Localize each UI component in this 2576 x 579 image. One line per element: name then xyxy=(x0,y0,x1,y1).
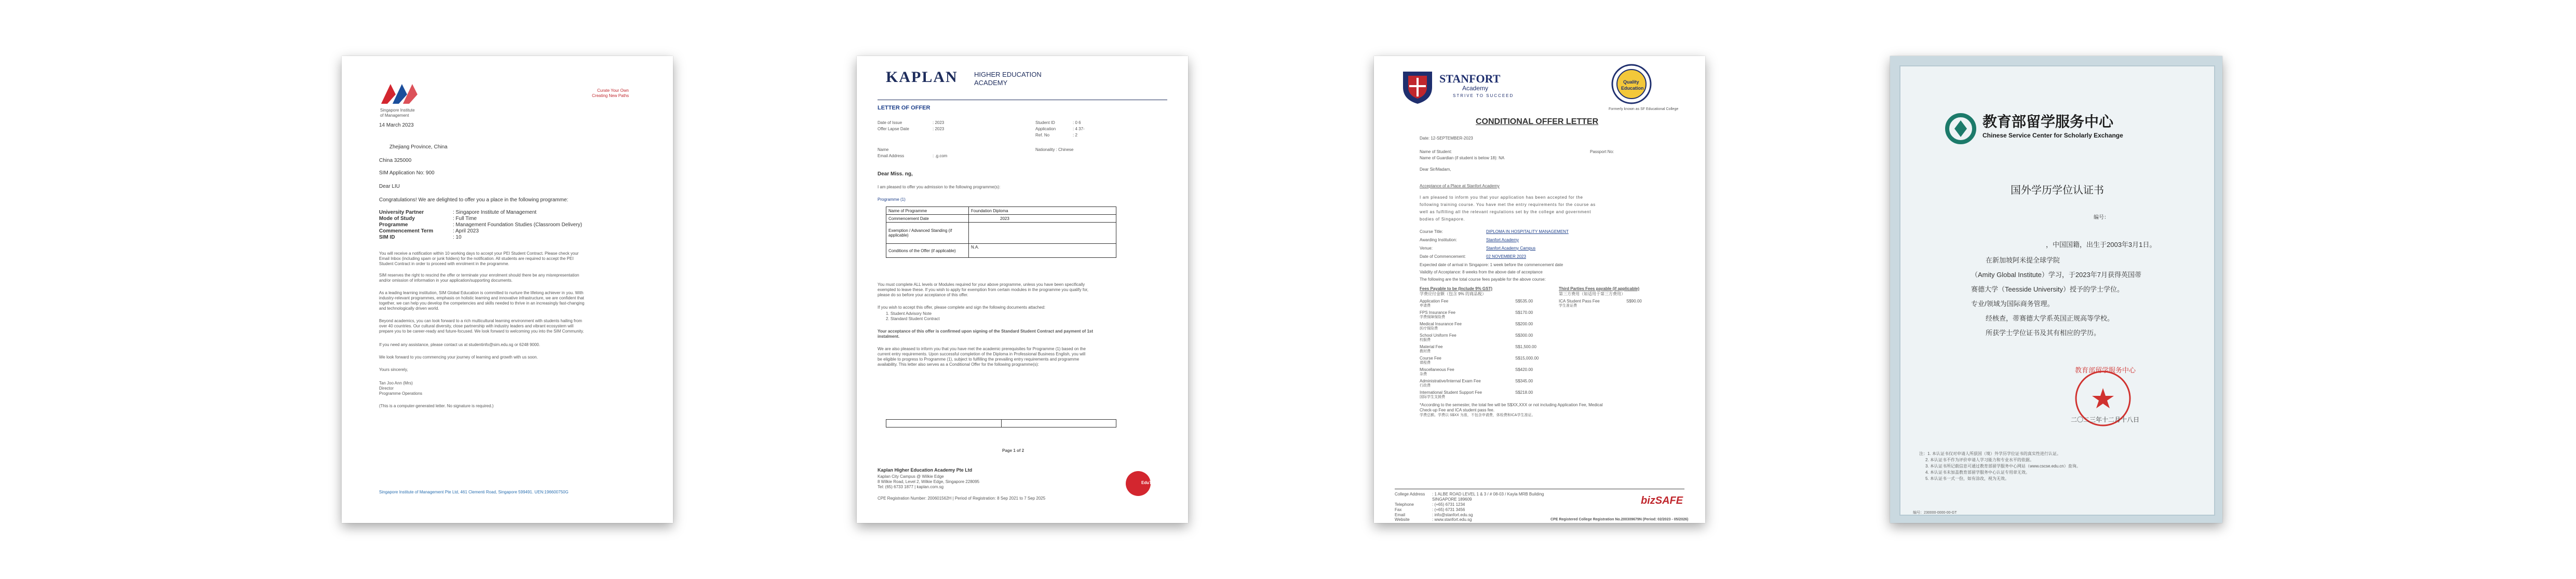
fee-value: S$1,500.00 xyxy=(1515,344,1536,349)
bizsafe-logo: bizSAFE xyxy=(1641,495,1683,506)
application-number: SIM Application No: 900 xyxy=(379,170,435,176)
paragraph-line: As a leading learning institution, SIM Global Education is committed to nurture the lifelong achiever in you. With xyxy=(379,291,584,295)
footer: Singapore Institute of Management Pte Ltd, 461 Clementi Road, Singapore 599491. UEN:196600750G xyxy=(379,490,569,494)
fee-label-zh: 国际学生支援费 xyxy=(1420,395,1445,399)
paragraph-line: If you wish to accept this offer, please complete and sign the following documents attached: xyxy=(878,305,1046,310)
org-name-cn: 教育部留学服务中心 xyxy=(1982,114,2114,130)
fee-label: FPS Insurance Fee xyxy=(1420,310,1455,315)
fee-label-zh: 学生准证费 xyxy=(1559,304,1577,308)
contact-value: : (+65) 6731 3456 xyxy=(1432,507,1465,512)
paragraph-line: instalment. xyxy=(878,334,900,339)
sim-logo-line2: of Management xyxy=(380,113,409,118)
paragraph-line: exempted to leave these. If you wish to apply for exemption from certain modules in the programme you qualify for, xyxy=(878,287,1088,292)
contact-label: Website xyxy=(1395,517,1410,522)
kaplan-offer-letter xyxy=(857,56,1188,523)
paragraph-line: bodies of Singapore. xyxy=(1420,217,1465,222)
stanfort-brand: STANFORT xyxy=(1439,72,1501,85)
closing: Yours sincerely, xyxy=(379,367,408,372)
fee-note: *According to the semester, the total fee will be S$XX,XXX or not including Application Fee, Medical xyxy=(1420,403,1603,407)
issue-date: 二〇二三年十二月十八日 xyxy=(2071,416,2140,423)
arrival-note: Expected date of arrival in Singapore: 1 week before the commencement date xyxy=(1420,263,1563,267)
kaplan-brand: KAPLAN xyxy=(886,68,958,86)
passport-no: Passport No: xyxy=(1590,149,1614,154)
fees-head-right-zh: 第三方费用（如适用于第三方费用） xyxy=(1559,292,1625,296)
paragraph-line: I am pleased to inform you that your application has been accepted for the xyxy=(1420,195,1583,200)
paragraph-line: We are also pleased to inform you that you have met the academic prerequisites for Programme (1) based on the xyxy=(878,347,1086,351)
fee-value: S$200.00 xyxy=(1515,322,1533,326)
course-label: Course Title: xyxy=(1420,229,1443,234)
contact-value: : info@stanfort.edu.sg xyxy=(1432,513,1473,517)
body-line: 赛德大学（Teesside University）授予的学士学位。 xyxy=(1971,285,2124,293)
fee-label-zh: 杂费 xyxy=(1420,373,1427,376)
paragraph-line: and/or omission of information in your application/supporting documents. xyxy=(379,278,513,283)
meta-label: Student ID xyxy=(1035,120,1055,125)
letter-title: CONDITIONAL OFFER LETTER xyxy=(1476,117,1599,126)
fee-label-zh: 申请费 xyxy=(1420,304,1431,308)
fee-label-zh: 学费保障保险费 xyxy=(1420,315,1445,319)
paragraph-line: be eligible to progress to Programme (1), subject to fulfilling the prevailing entry requirements and programme xyxy=(878,357,1080,362)
body-line: ，中国国籍，出生于2003年3月1日。 xyxy=(2046,241,2156,249)
student-name: Name of Student: xyxy=(1420,149,1452,154)
course-label: Date of Commencement: xyxy=(1420,254,1466,259)
field-value: : Singapore Institute of Management xyxy=(453,210,537,215)
fee-value: S$15,000.00 xyxy=(1515,356,1539,361)
letter-date: Date: 12-SEPTEMBER-2023 xyxy=(1420,136,1473,141)
sim-offer-letter xyxy=(342,56,673,523)
edutrust-label: EduTrust xyxy=(1141,480,1159,485)
body-line: （Amity Global Institute）学习，于2023年7月获得英国蒂 xyxy=(1971,271,2141,279)
company-name: Kaplan Higher Education Academy Pte Ltd xyxy=(878,467,973,473)
name-label: Name xyxy=(878,147,889,152)
body-line: 专业/领域为国际商务管理。 xyxy=(1971,300,2054,308)
fee-label: Material Fee xyxy=(1420,344,1443,349)
registration: CPE Registration Number: 200601562H | Period of Registration: 8 Sep 2021 to 7 Sep 2025 xyxy=(878,496,1046,501)
contact-label: Email xyxy=(1395,513,1406,517)
field-label: Commencement Term xyxy=(379,228,434,234)
paragraph-line: SIM reserves the right to rescind the offer or terminate your enrolment should there be any misrepresentation xyxy=(379,273,579,278)
fee-note-zh: 学费总额。学费以 S$XX 为准，不包含申请费，体检费和ICA学生准证。 xyxy=(1420,413,1535,417)
paragraph-line: If you need any assistance, please contact us at studentinfo@sim.edu.sg or 6248 9000. xyxy=(379,342,541,347)
course-value: DIPLOMA IN HOSPITALITY MANAGEMENT xyxy=(1486,229,1569,234)
fee-label: Application Fee xyxy=(1420,299,1449,304)
paragraph-line: Beyond academics, you can look forward to a rich multicultural learning environment with students hailing from xyxy=(379,319,582,323)
table-cell: Foundation Diploma xyxy=(969,207,1116,215)
body-line: 经核查，蒂赛德大学系英国正规高等学校。 xyxy=(1986,314,2114,322)
table-row xyxy=(886,420,1116,428)
fee-label-zh: 医疗保险费 xyxy=(1420,327,1438,330)
computer-generated-note: (This is a computer-generated letter. No signature is required.) xyxy=(379,404,494,408)
contact-value: SINGAPORE 189609 xyxy=(1432,497,1472,502)
meta-label: Date of Issue xyxy=(878,120,902,125)
stanfort-offer-letter xyxy=(1374,56,1705,523)
meta-value: : 2023 xyxy=(933,127,945,131)
fee-label: International Student Support Fee xyxy=(1420,390,1482,395)
paragraph-line: You must complete ALL levels or Modules required for your above programme, unless you have been specifically xyxy=(878,282,1085,287)
fees-intro: The following are the total course fees payable for the above course: xyxy=(1420,277,1546,282)
stanfort-sub: Academy xyxy=(1462,85,1489,92)
address-line-2: China 325000 xyxy=(379,158,412,163)
fee-value: S$170.00 xyxy=(1515,310,1533,315)
salutation: Dear LIU xyxy=(379,184,400,189)
contact-label: Telephone xyxy=(1395,502,1414,507)
section-heading: Acceptance of a Place at Stanfort Academy xyxy=(1420,184,1500,188)
table-cell: Conditions of the Offer (if applicable) xyxy=(886,244,969,258)
cpe-registration: CPE Registered College Registration No.200309679N (Period: 02/2023 - 05/2026) xyxy=(1550,518,1689,521)
field-value: : April 2023 xyxy=(453,228,479,234)
fee-label: Administrative/Internal Exam Fee xyxy=(1420,379,1481,383)
paragraph-line: You will receive a notification within 10 working days to accept your PEI Student Contract. Please check your xyxy=(379,251,579,256)
fee-label: Miscellaneous Fee xyxy=(1420,367,1454,372)
fee-label: Course Fee xyxy=(1420,356,1441,361)
table-cell: 2023 xyxy=(969,215,1116,223)
letter-date: 14 March 2023 xyxy=(379,122,414,128)
programme-label: Programme (1) xyxy=(878,197,906,202)
fee-label-zh: 行政费 xyxy=(1420,384,1431,388)
cscse-logo-icon xyxy=(1944,112,1977,145)
seal-text-2: Education xyxy=(1621,86,1644,91)
paragraph-line: following training course. You have met the entry requirements for the course as xyxy=(1420,202,1596,207)
fee-label-zh: 课程费 xyxy=(1420,361,1431,365)
table-cell xyxy=(969,223,1116,244)
field-value: : 10 xyxy=(453,235,462,240)
table-cell: Commencement Date xyxy=(886,215,969,223)
stanfort-tagline: STRIVE TO SUCCEED xyxy=(1453,93,1514,98)
fee-label-zh: 校服费 xyxy=(1420,338,1431,342)
page-number: Page 1 of 2 xyxy=(1002,448,1024,453)
sim-tagline-2: Creating New Paths xyxy=(592,93,629,98)
company-address: Kaplan City Campus @ Wilkie Edge xyxy=(878,474,944,479)
meta-label: Offer Lapse Date xyxy=(878,127,909,131)
paragraph-line: well as fulfilling all the relevant regulations set by the college and government xyxy=(1420,210,1592,214)
contact-label: College Address xyxy=(1395,492,1425,497)
field-label: Mode of Study xyxy=(379,216,415,222)
kaplan-sub-1: HIGHER EDUCATION xyxy=(974,71,1042,78)
course-value: 02 NOVEMBER 2023 xyxy=(1486,254,1526,259)
validity-note: Validity of Acceptance: 8 weeks from the above date of acceptance xyxy=(1420,270,1543,274)
salutation: Dear Miss. ng, xyxy=(878,171,913,177)
fee-note: Check-up Fee and ICA student pass fee. xyxy=(1420,408,1495,412)
salutation: Dear Sir/Madam, xyxy=(1420,167,1451,172)
table-row xyxy=(886,244,1116,258)
seal-caption: Formerly known as SF Educational College xyxy=(1609,107,1679,111)
contact-value: : www.stanfort.edu.sg xyxy=(1432,517,1472,522)
fee-value: S$90.00 xyxy=(1626,299,1642,304)
paragraph-line: Student Contract in order to proceed with enrolment in the programme. xyxy=(379,261,509,266)
course-label: Awarding Institution: xyxy=(1420,238,1457,242)
address-line-1: Zhejiang Province, China xyxy=(389,144,448,150)
certificate-number: 编号： xyxy=(2094,215,2109,220)
letter-heading: LETTER OF OFFER xyxy=(878,105,930,111)
table-cell: Exemption / Advanced Standing (if applicable) xyxy=(886,223,969,244)
fee-value: S$300.00 xyxy=(1515,333,1533,338)
org-name-en: Chinese Service Center for Scholarly Exchange xyxy=(1982,132,2123,139)
signatory-name: Tan Joo Ann (Mrs) xyxy=(379,381,413,385)
intro-text: I am pleased to offer you admission to the following programme(s): xyxy=(878,185,1001,189)
certificate-title: 国外学历学位认证书 xyxy=(2011,185,2104,196)
fees-head-left: Fees Payable to be (Include 9% GST) xyxy=(1420,286,1493,291)
fee-value: S$218.00 xyxy=(1515,390,1533,395)
meta-value: : 2023 xyxy=(933,120,945,125)
course-value: Stanfort Academy Campus xyxy=(1486,246,1536,251)
meta-value: : 0 6 xyxy=(1073,120,1081,125)
cscse-certificate xyxy=(1890,56,2222,523)
paragraph-line: please do so before your acceptance of this offer. xyxy=(878,293,968,297)
field-value: : Management Foundation Studies (Classroom Delivery) xyxy=(453,222,582,228)
contact-label: Fax xyxy=(1395,507,1402,512)
paragraph-line: prepare you to be career-ready and future-focused. We look forward to welcoming you into the SIM Community. xyxy=(379,329,584,334)
table-row xyxy=(886,223,1116,244)
body-line: 所获学士学位证书及其有相应的学历。 xyxy=(1986,329,2101,337)
fee-value: S$420.00 xyxy=(1515,367,1533,372)
table-row xyxy=(886,215,1116,223)
table-cell: N.A. xyxy=(969,244,1116,258)
sim-logo-line1: Singapore Institute xyxy=(380,108,415,113)
fee-value: S$535.00 xyxy=(1515,299,1533,304)
seal-org-name: 教育部留学服务中心 xyxy=(2075,366,2136,374)
fee-label: School Uniform Fee xyxy=(1420,333,1456,338)
paragraph-line: We look forward to you commencing your journey of learning and growth with us soon. xyxy=(379,355,538,360)
fee-label: Medical Insurance Fee xyxy=(1420,322,1462,326)
fee-label-zh: 教材费 xyxy=(1420,350,1431,353)
paragraph-line: current entry requirements. Upon successful completion of the Diploma in Professional Business English, you will xyxy=(878,352,1086,356)
field-label: Programme xyxy=(379,222,408,228)
fee-value: S$345.00 xyxy=(1515,379,1533,383)
paragraph-line: Your acceptance of this offer is confirmed upon signing of the Standard Student Contract and payment of 1st xyxy=(878,329,1093,334)
meta-value: : 2 xyxy=(1073,133,1077,137)
course-value: Stanfort Academy xyxy=(1486,238,1519,242)
field-label: University Partner xyxy=(379,210,424,215)
kaplan-sub-2: ACADEMY xyxy=(974,79,1008,87)
field-value: : Full Time xyxy=(453,216,477,222)
guardian-name: Name of Guardian (if student is below 18): NA xyxy=(1420,156,1505,160)
fee-label: ICA Student Pass Fee xyxy=(1559,299,1600,304)
field-label: SIM ID xyxy=(379,235,395,240)
conditional-table xyxy=(886,419,1116,428)
table-cell: Name of Programme xyxy=(886,207,969,215)
email-label: Email Address xyxy=(878,154,905,158)
certificate-footer: 编号：230000-0000-00-GT xyxy=(1913,511,1957,515)
body-line: 在新加坡阿米提全球学院 xyxy=(1986,256,2060,264)
company-address: 8 Wilkie Road, Level 2, Wilkie Edge, Singapore 228095 xyxy=(878,479,980,484)
paragraph-line: availability. This letter also serves as a Conditional Offer for the following programme(s): xyxy=(878,362,1039,367)
stanfort-shield-icon xyxy=(1399,68,1436,106)
contact-value: : (+65) 6731 1234 xyxy=(1432,502,1465,507)
list-item: 1. Student Advisory Note xyxy=(886,311,932,316)
meta-label: Ref. No xyxy=(1035,133,1050,137)
contact-value: : 1 ALBE ROAD LEVEL 1 & 3 / # 08-03 / Kayla MRB Building xyxy=(1432,492,1544,497)
congratulations-text: Congratulations! We are delighted to offer you a place in the following programme: xyxy=(379,197,569,203)
paragraph-line: and technologically driven world. xyxy=(379,306,439,311)
sim-logo-icon xyxy=(379,81,426,110)
programme-table xyxy=(886,206,1116,258)
paragraph-line: together, we can help you develop the competencies and skills needed to thrive in an increasingly fast-changing xyxy=(379,301,585,306)
fees-head-right: Third Parties Fees payable (if applicable) xyxy=(1559,286,1640,291)
paragraph-line: Email Inbox (including spam or junk folders) for the notification. All students are required to accept the PEI xyxy=(379,256,574,261)
note-line: 注：1. 本认证书仅对申请人所获国（境）外学历学位证书的真实性进行认证。 xyxy=(1919,451,2061,456)
note-line: 2. 本认证书不作为评价申请人学习能力和专业水平的依据。 xyxy=(1925,458,2034,462)
note-line: 5. 本认证书一式一份，如有涂改，视为无效。 xyxy=(1925,476,2009,481)
paragraph-line: over 40 countries. Our cultural diversity, close partnership with industry leaders and vibrant ecosystem will xyxy=(379,324,574,328)
email-value: : .g.com xyxy=(933,154,948,158)
nationality: Nationality : Chinese xyxy=(1035,147,1074,152)
note-line: 4. 本认证书未加盖教育部留学服务中心认证专用章无效。 xyxy=(1925,470,2030,475)
fees-head-left-zh: 学费应付金额（包含 9% 的商品税） xyxy=(1420,292,1487,296)
sim-tagline-1: Curate Your Own xyxy=(597,88,629,93)
course-label: Venue: xyxy=(1420,246,1433,251)
meta-value: : 4 37- xyxy=(1073,127,1085,131)
company-address: Tel: (65) 6733 1877 | kaplan.com.sg xyxy=(878,485,944,489)
list-item: 2. Standard Student Contract xyxy=(886,316,940,321)
signatory-department: Programme Operations xyxy=(379,391,423,396)
note-line: 3. 本认证书所记载信息可通过教育部留学服务中心网站（www.cscse.edu.cn）查询。 xyxy=(1925,464,2081,468)
table-row xyxy=(886,207,1116,215)
meta-label: Application xyxy=(1035,127,1056,131)
signatory-title: Director xyxy=(379,386,394,391)
paragraph-line: industry-relevant programmes, emphasis on holistic learning and innovative infrastructure, we are confident that xyxy=(379,296,584,300)
seal-text-1: Quality xyxy=(1623,79,1639,85)
